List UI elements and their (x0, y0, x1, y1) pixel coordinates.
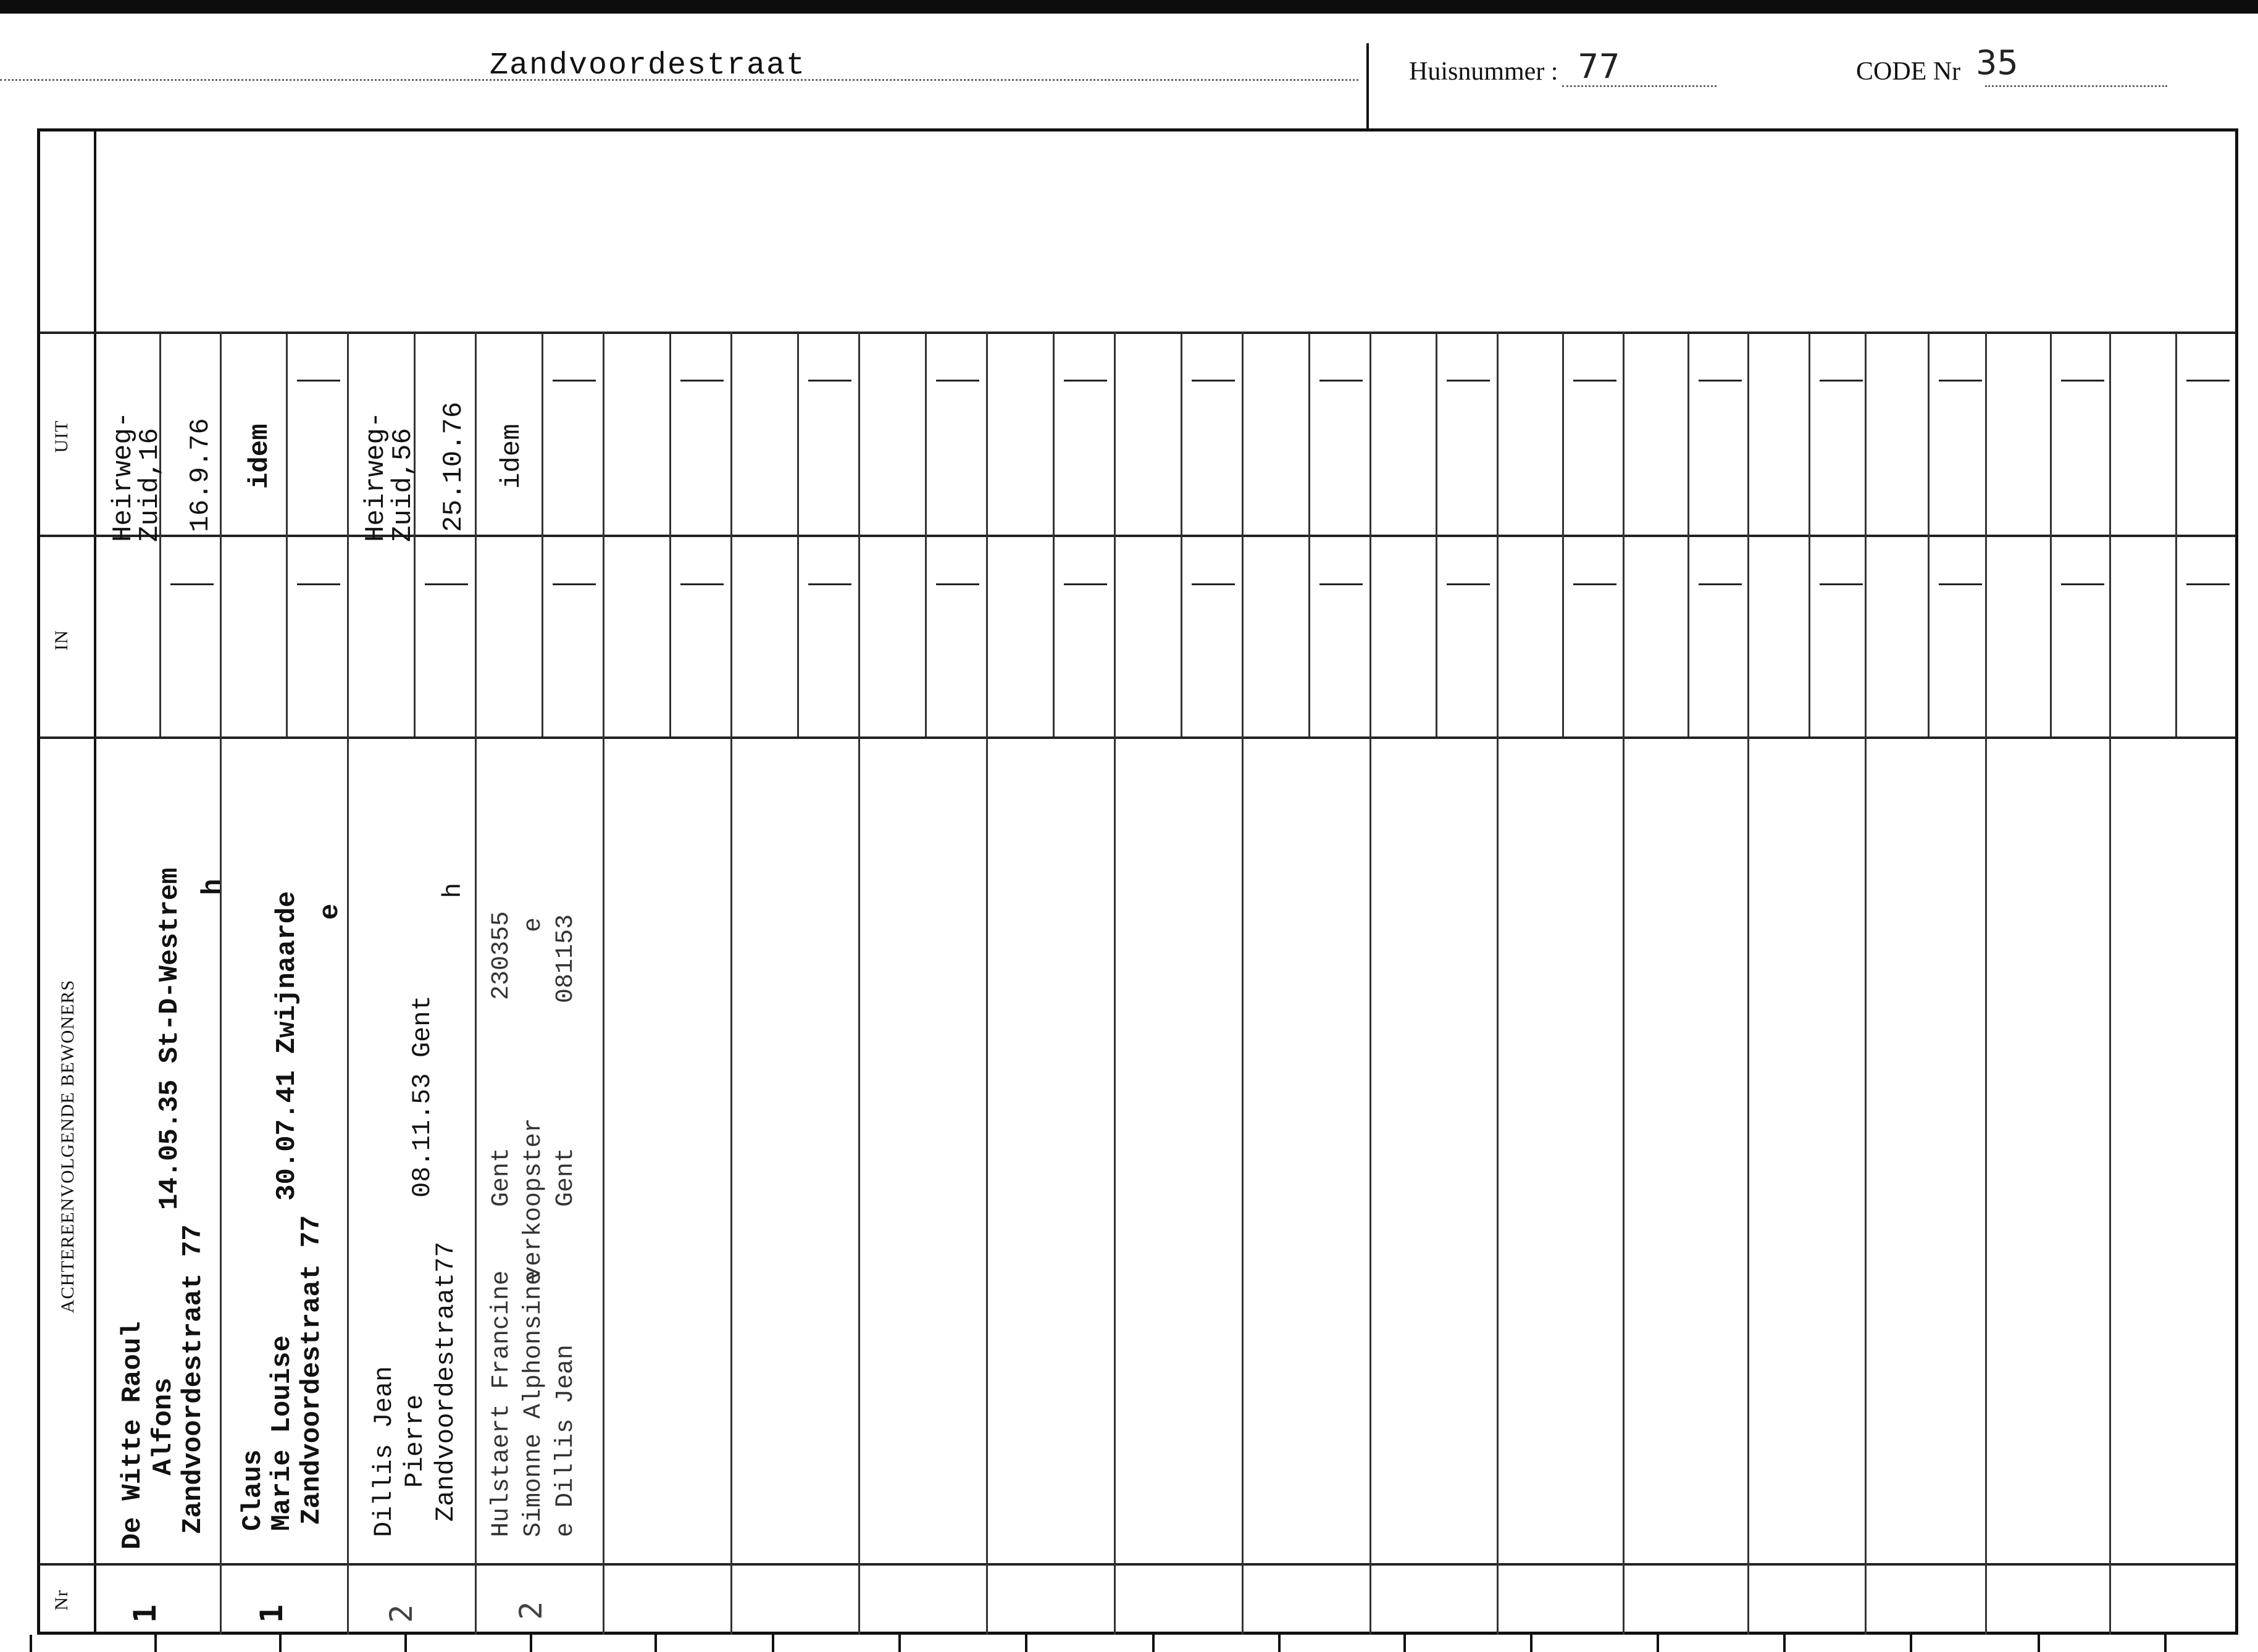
column-divider (1114, 332, 1116, 1635)
register-grid (37, 128, 2238, 1635)
empty-dash (1573, 583, 1616, 585)
empty-dash (1064, 583, 1107, 585)
column-divider (1985, 332, 1987, 1635)
row-label-in: IN (51, 630, 72, 651)
uit-entry-1-date: 16.9.76 (185, 418, 216, 532)
nr-1: 1 (127, 1604, 164, 1624)
bottom-tick (530, 1635, 532, 1652)
uit-entry-1-line1: Heirweg- (108, 411, 139, 542)
bottom-tick (1783, 1635, 1786, 1652)
resident-4-firstname: Simonne Alphonsine (520, 1270, 548, 1537)
nr-4: 2 (513, 1601, 550, 1621)
empty-dash (1939, 583, 1982, 585)
bottom-tick (1530, 1635, 1533, 1652)
resident-4-sex: e (520, 917, 548, 932)
empty-dash (2186, 583, 2230, 585)
empty-dash (425, 583, 468, 585)
resident-3-birth: 08.11.53 Gent (408, 995, 437, 1198)
column-divider (1865, 332, 1867, 1635)
uit-entry-4: idem (496, 423, 527, 489)
empty-dash (1820, 380, 1863, 382)
resident-1-birth: 14.05.35 St-D-Westrem (154, 867, 185, 1210)
resident-4-code2: 081153 (552, 914, 580, 1003)
cell-sub-divider (1687, 333, 1689, 736)
empty-dash (170, 583, 214, 585)
bottom-tick (1403, 1635, 1406, 1652)
empty-dash (936, 583, 979, 585)
empty-dash (297, 380, 340, 382)
uit-entry-2: idem (245, 423, 275, 489)
resident-2-name: Claus (238, 1449, 269, 1531)
code-number-value: 35 (1976, 43, 2018, 82)
resident-1-name: De Witte Raoul (117, 1321, 148, 1550)
empty-dash (1192, 583, 1235, 585)
uit-entry-3-line2: Zuid,56 (388, 428, 419, 542)
empty-dash (1192, 380, 1235, 382)
bottom-tick (30, 1635, 32, 1652)
empty-dash (1820, 583, 1863, 585)
bottom-tick (2038, 1635, 2040, 1652)
column-divider (347, 332, 349, 1635)
header-separator (1366, 43, 1369, 128)
cell-sub-divider (669, 333, 671, 736)
column-divider (475, 332, 477, 1635)
empty-dash (1319, 380, 1363, 382)
uit-entry-3-date: 25.10.76 (438, 401, 469, 532)
column-divider (858, 332, 860, 1635)
code-dotted-line (1985, 85, 2167, 87)
resident-4-birthplace: Gent (488, 1147, 516, 1207)
cell-sub-divider (797, 333, 799, 736)
nr-3: 2 (383, 1604, 420, 1624)
empty-dash (1573, 380, 1616, 382)
resident-4-name: Hulstaert Francine (488, 1270, 516, 1537)
bottom-tick (404, 1635, 407, 1652)
cell-sub-divider (1181, 333, 1182, 736)
empty-dash (1064, 380, 1107, 382)
row-divider-nr-top (40, 1563, 2236, 1566)
cell-sub-divider (2050, 333, 2052, 736)
cell-sub-divider (1928, 333, 1930, 736)
top-border (0, 0, 2258, 14)
resident-1-sex: h (198, 878, 228, 895)
empty-dash (936, 380, 979, 382)
resident-4-occupation: verkoopster (520, 1117, 548, 1281)
empty-dash (1447, 583, 1490, 585)
bottom-tick (772, 1635, 774, 1652)
bottom-tick (1657, 1635, 1659, 1652)
cell-sub-divider (1562, 333, 1564, 736)
empty-dash (1699, 583, 1742, 585)
cell-sub-divider (1053, 333, 1055, 736)
empty-dash (1939, 380, 1982, 382)
resident-2-firstname: Marie Louise (267, 1335, 298, 1531)
empty-dash (808, 380, 851, 382)
column-divider (1242, 332, 1244, 1635)
empty-dash (1447, 380, 1490, 382)
bottom-tick (1025, 1635, 1027, 1652)
resident-3-address: Zandvoordestraat77 (431, 1241, 461, 1522)
row-label-bewoners: ACHTEREENVOLGENDE BEWONERS (57, 979, 78, 1314)
resident-4-place: Gent (552, 1147, 580, 1207)
house-number-value: 77 (1578, 47, 1620, 86)
bottom-tick (2164, 1635, 2167, 1652)
cell-sub-divider (542, 333, 543, 736)
cell-sub-divider (1436, 333, 1437, 736)
empty-dash (2061, 380, 2104, 382)
bottom-tick (898, 1635, 901, 1652)
cell-sub-divider (1808, 333, 1810, 736)
empty-dash (808, 583, 851, 585)
empty-dash (2186, 380, 2230, 382)
empty-dash (1319, 583, 1363, 585)
row-label-uit: UIT (51, 420, 72, 453)
column-divider (986, 332, 988, 1635)
column-divider (220, 332, 222, 1635)
column-divider (1497, 332, 1499, 1635)
empty-dash (2061, 583, 2104, 585)
empty-dash (553, 380, 596, 382)
cell-sub-divider (286, 333, 288, 736)
label-column-divider (94, 131, 96, 1635)
empty-dash (297, 583, 340, 585)
column-divider (2109, 332, 2111, 1635)
resident-2-sex: e (315, 903, 346, 920)
nr-2: 1 (254, 1604, 290, 1624)
code-label: CODE Nr (1856, 57, 1961, 86)
row-divider-uit-top (40, 332, 2236, 334)
column-divider (603, 332, 604, 1635)
empty-dash (680, 583, 724, 585)
empty-dash (680, 380, 724, 382)
column-divider (730, 332, 732, 1635)
street-name: Zandvoordestraat (490, 48, 806, 83)
column-divider (1623, 332, 1625, 1635)
column-divider (1369, 332, 1371, 1635)
bottom-tick (1910, 1635, 1912, 1652)
resident-1-address: Zandvoordestraat 77 (178, 1224, 209, 1534)
row-divider-bewoners-top (40, 736, 2236, 739)
resident-1-firstname: Alfons (148, 1377, 179, 1475)
resident-2-birth: 30.07.41 Zwijnaarde (272, 891, 303, 1201)
resident-3-sex: h (438, 882, 468, 898)
resident-3-name: Dillis Jean (369, 1366, 399, 1537)
uit-entry-3-line1: Heirweg- (361, 411, 391, 542)
house-number-label: Huisnummer : (1409, 57, 1558, 86)
cell-sub-divider (925, 333, 927, 736)
bottom-tick (1278, 1635, 1281, 1652)
uit-entry-1-line2: Zuid,16 (135, 428, 165, 542)
cell-sub-divider (1308, 333, 1310, 736)
resident-3-firstname: Pierre (400, 1394, 430, 1488)
resident-4-code1: 230355 (488, 911, 516, 1000)
resident-2-address: Zandvoordestraat 77 (296, 1215, 327, 1525)
resident-4-spouse: e Dillis Jean (552, 1344, 580, 1537)
bottom-tick (279, 1635, 282, 1652)
bottom-tick (1152, 1635, 1155, 1652)
row-label-nr: Nr (51, 1590, 72, 1611)
bottom-tick (654, 1635, 657, 1652)
column-divider (1747, 332, 1749, 1635)
empty-dash (553, 583, 596, 585)
bottom-tick (154, 1635, 157, 1652)
cell-sub-divider (2175, 333, 2177, 736)
empty-dash (1699, 380, 1742, 382)
